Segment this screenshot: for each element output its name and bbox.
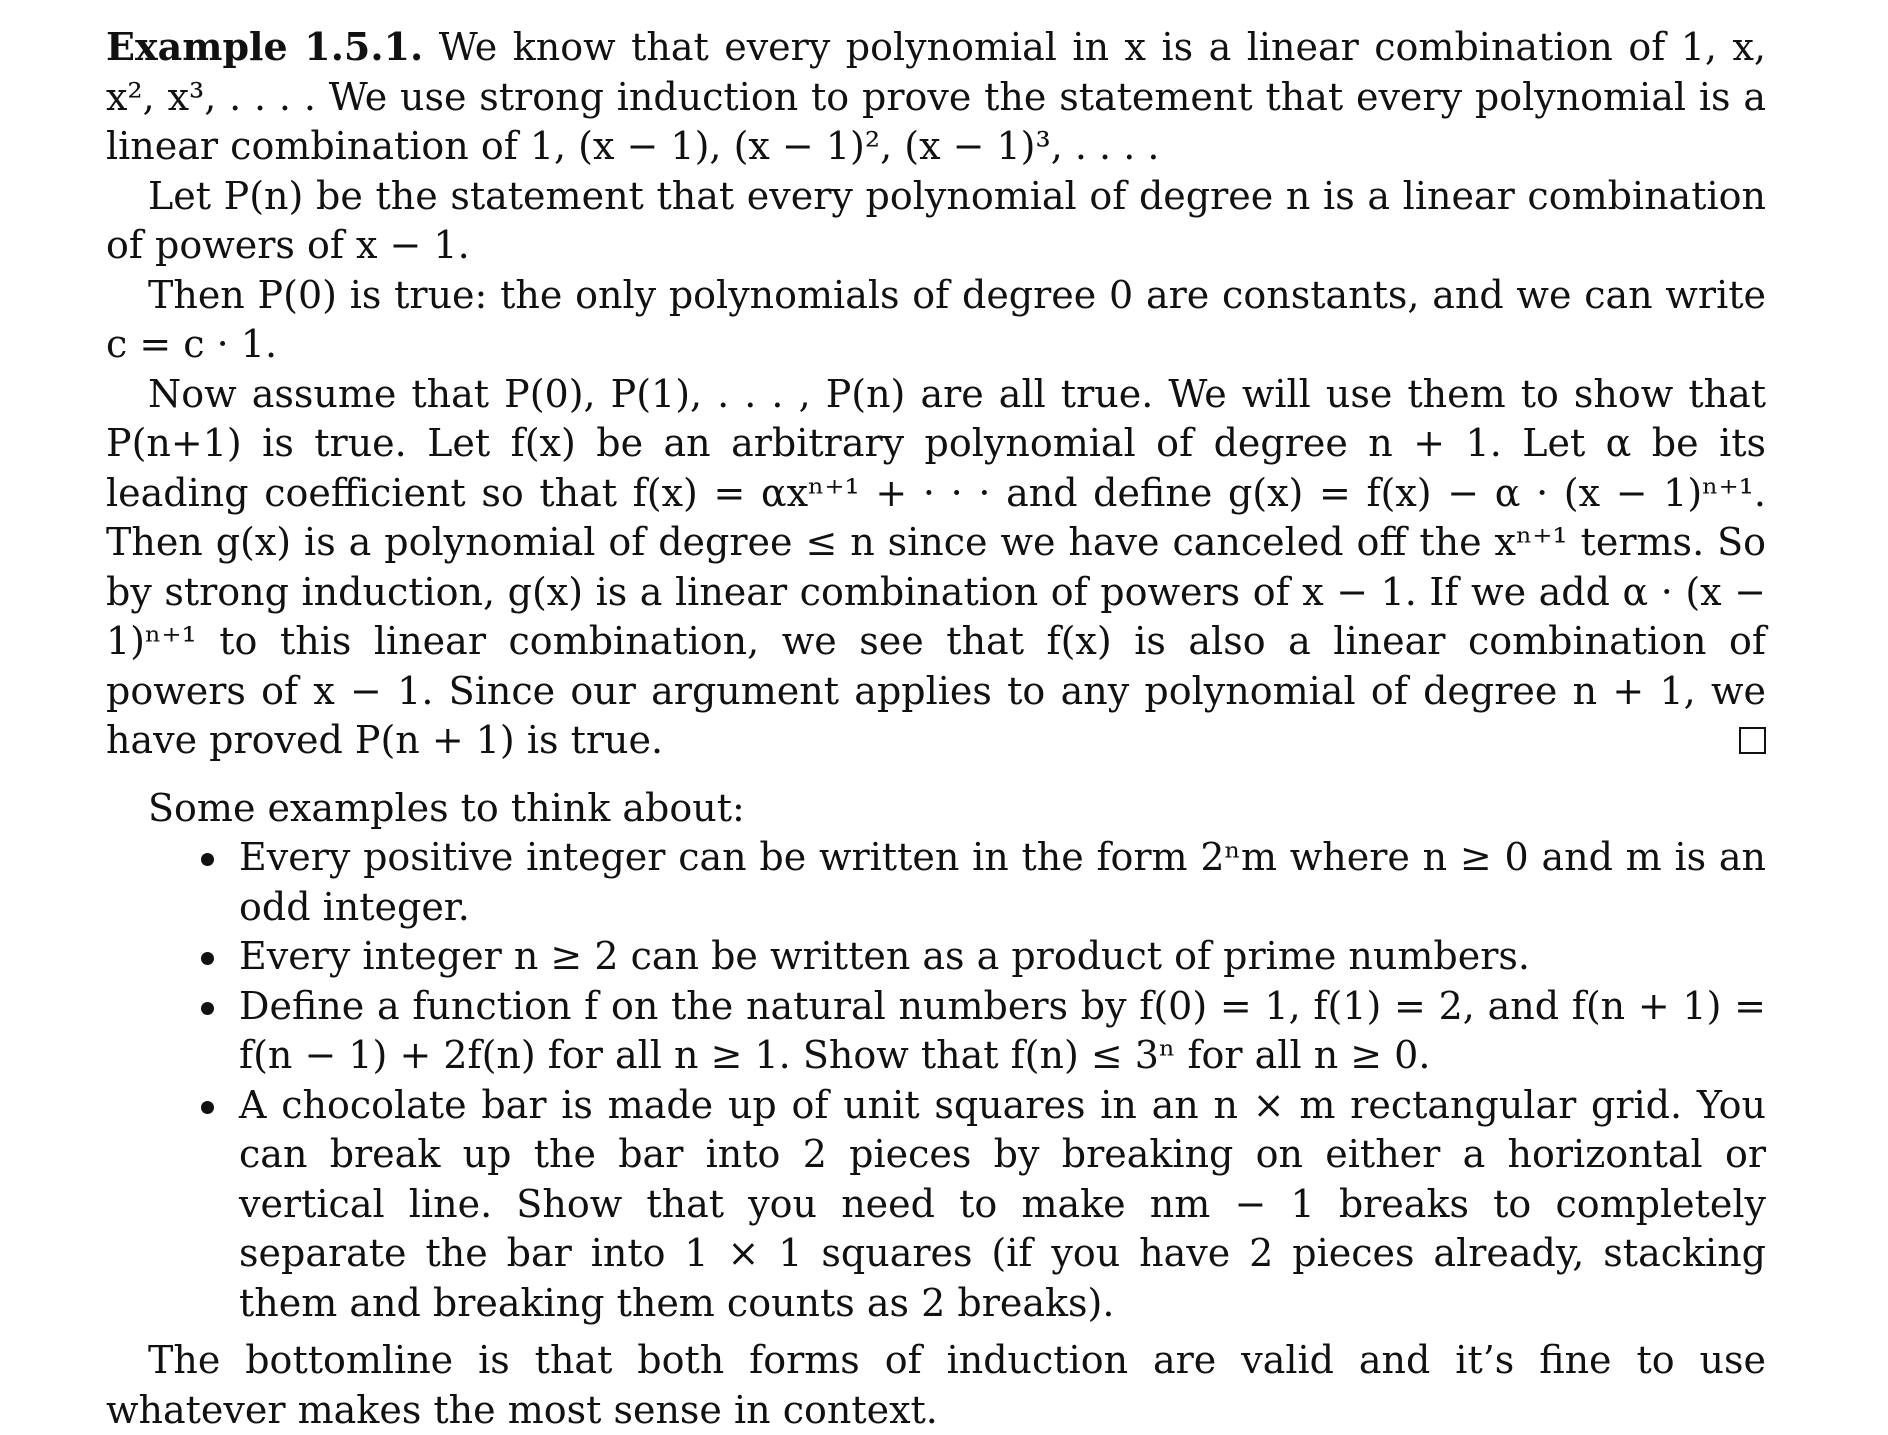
list-item: [239, 982, 1766, 1081]
example-paragraph: [106, 22, 1766, 172]
document-page: [106, 22, 1766, 1435]
examples-heading: Some examples to think about:: [148, 785, 745, 830]
bullet-icon: [201, 1101, 214, 1114]
qed-box-icon: [1739, 727, 1766, 754]
conclusion-paragraph: The bottomline is that both forms of induction are valid and it’s fine to use whatever makes the most sense in context.: [106, 1338, 1766, 1432]
list-item: [239, 932, 1766, 982]
bullet-icon: [201, 1002, 214, 1015]
list-item-text: Define a function f on the natural numbers by f(0) = 1, f(1) = 2, and f(n + 1) = f(n − 1) + 2f(n) for all n ≥ 1. Show that f(n) ≤ 3ⁿ for all n ≥ 0.: [239, 983, 1766, 1077]
list-item-text: A chocolate bar is made up of unit squares in an n × m rectangular grid. You can break up the bar into 2 pieces by breaking on either a horizontal or vertical line. Show that you need to make nm − 1 breaks to completely separate the bar into 1 × 1 squares (if you have 2 pieces already, stacking them and breaking them counts as 2 breaks).: [239, 1082, 1766, 1325]
list-item: [239, 1081, 1766, 1329]
list-item-text: Every positive integer can be written in the form 2ⁿm where n ≥ 0 and m is an odd integer.: [239, 835, 1766, 929]
list-item-text: Every integer n ≥ 2 can be written as a product of prime numbers.: [239, 934, 1530, 978]
list-item: [239, 833, 1766, 932]
examples-list: [106, 833, 1766, 1328]
inductive-step-paragraph: [106, 370, 1766, 766]
statement-definition-paragraph: Let P(n) be the statement that every polynomial of degree n is a linear combination of powers of x − 1.: [106, 173, 1766, 267]
example-label: Example 1.5.1.: [106, 24, 424, 69]
bullet-icon: [201, 853, 214, 866]
example-text: We know that every polynomial in x is a linear combination of 1, x, x², x³, . . . . We use strong induction to prove the statement that every polynomial is a linear combination of 1, (x − 1), (x − 1)², (x − 1)³, . . . .: [106, 25, 1766, 168]
inductive-step-text: Now assume that P(0), P(1), . . . , P(n) are all true. We will use them to show that P(n+1) is true. Let f(x) be an arbitrary polynomial of degree n + 1. Let α be its leading coefficient so that f(x) = αxⁿ⁺¹ + · · · and define g(x) = f(x) − α · (x − 1)ⁿ⁺¹. Then g(x) is a polynomial of degree ≤ n since we have canceled off the xⁿ⁺¹ terms. So by strong induction, g(x) is a linear combination of powers of x − 1. If we add α · (x − 1)ⁿ⁺¹ to this linear combination, we see that f(x) is also a linear combination of powers of x − 1. Since our argument applies to any polynomial of degree n + 1, we have proved P(n + 1) is true.: [106, 371, 1766, 762]
bullet-icon: [201, 952, 214, 965]
base-case-paragraph: Then P(0) is true: the only polynomials of degree 0 are constants, and we can write c = c · 1.: [106, 272, 1766, 366]
